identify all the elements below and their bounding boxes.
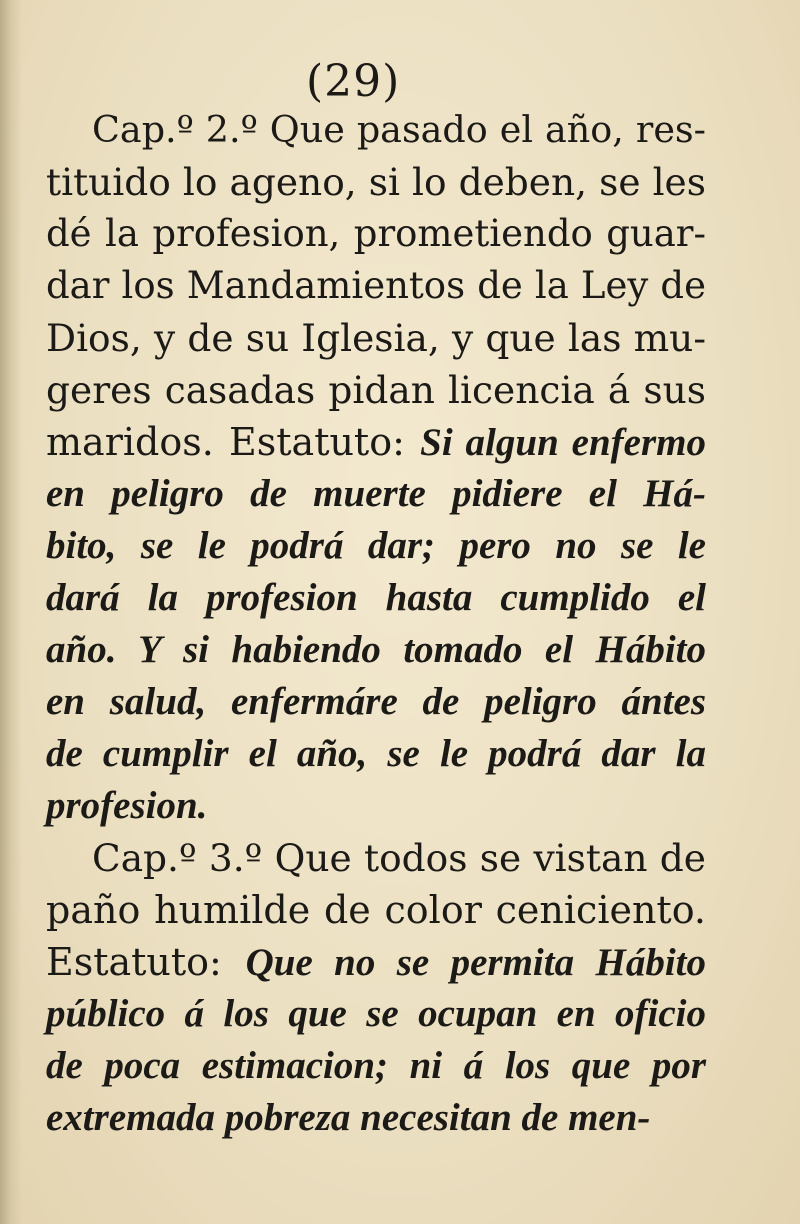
paragraph-cap-3	[46, 832, 706, 1144]
text-line: dará la profesion hasta cumplido el	[46, 576, 706, 619]
text-roman-segment: Estatuto:	[46, 940, 246, 984]
text-line: profesion.	[46, 784, 208, 827]
text-line: Cap.º 2.º Que pasado el año, res-	[92, 108, 706, 151]
text-line: en peligro de muerte pidiere el Há-	[46, 472, 706, 515]
text-italic-segment: Si algun enfermo	[420, 421, 706, 464]
text-roman-segment: maridos. Estatuto:	[46, 420, 421, 464]
text-line	[46, 936, 706, 988]
text-line: año. Y si habiendo tomado el Hábito	[46, 628, 706, 671]
text-line: paño humilde de color ceniciento.	[46, 888, 706, 932]
text-line: tituido lo ageno, si lo deben, se les	[46, 160, 706, 204]
text-line: de poca estimacion; ni á los que por	[46, 1044, 706, 1087]
text-line: público á los que se ocupan en oficio	[46, 992, 706, 1035]
binding-shadow	[0, 0, 22, 1224]
text-line: dé la profesion, prometiendo guar-	[46, 212, 706, 255]
text-line: geres casadas pidan licencia á sus	[46, 368, 706, 412]
paragraph-cap-2	[46, 104, 706, 832]
text-line: Cap.º 3.º Que todos se vistan de	[92, 836, 706, 880]
text-italic-segment: Que no se permita Hábito	[245, 941, 706, 984]
text-line: de cumplir el año, se le podrá dar la	[46, 732, 706, 775]
text-line: bito, se le podrá dar; pero no se le	[46, 524, 706, 567]
text-line: dar los Mandamientos de la Ley de	[46, 264, 706, 307]
text-line: extremada pobreza necesitan de men-	[46, 1096, 651, 1139]
page-number: (29)	[306, 56, 401, 107]
text-line: en salud, enfermáre de peligro ántes	[46, 680, 706, 723]
text-line: Dios, y de su Iglesia, y que las mu-	[46, 316, 706, 360]
text-line	[46, 416, 706, 468]
body-text	[46, 104, 706, 1144]
